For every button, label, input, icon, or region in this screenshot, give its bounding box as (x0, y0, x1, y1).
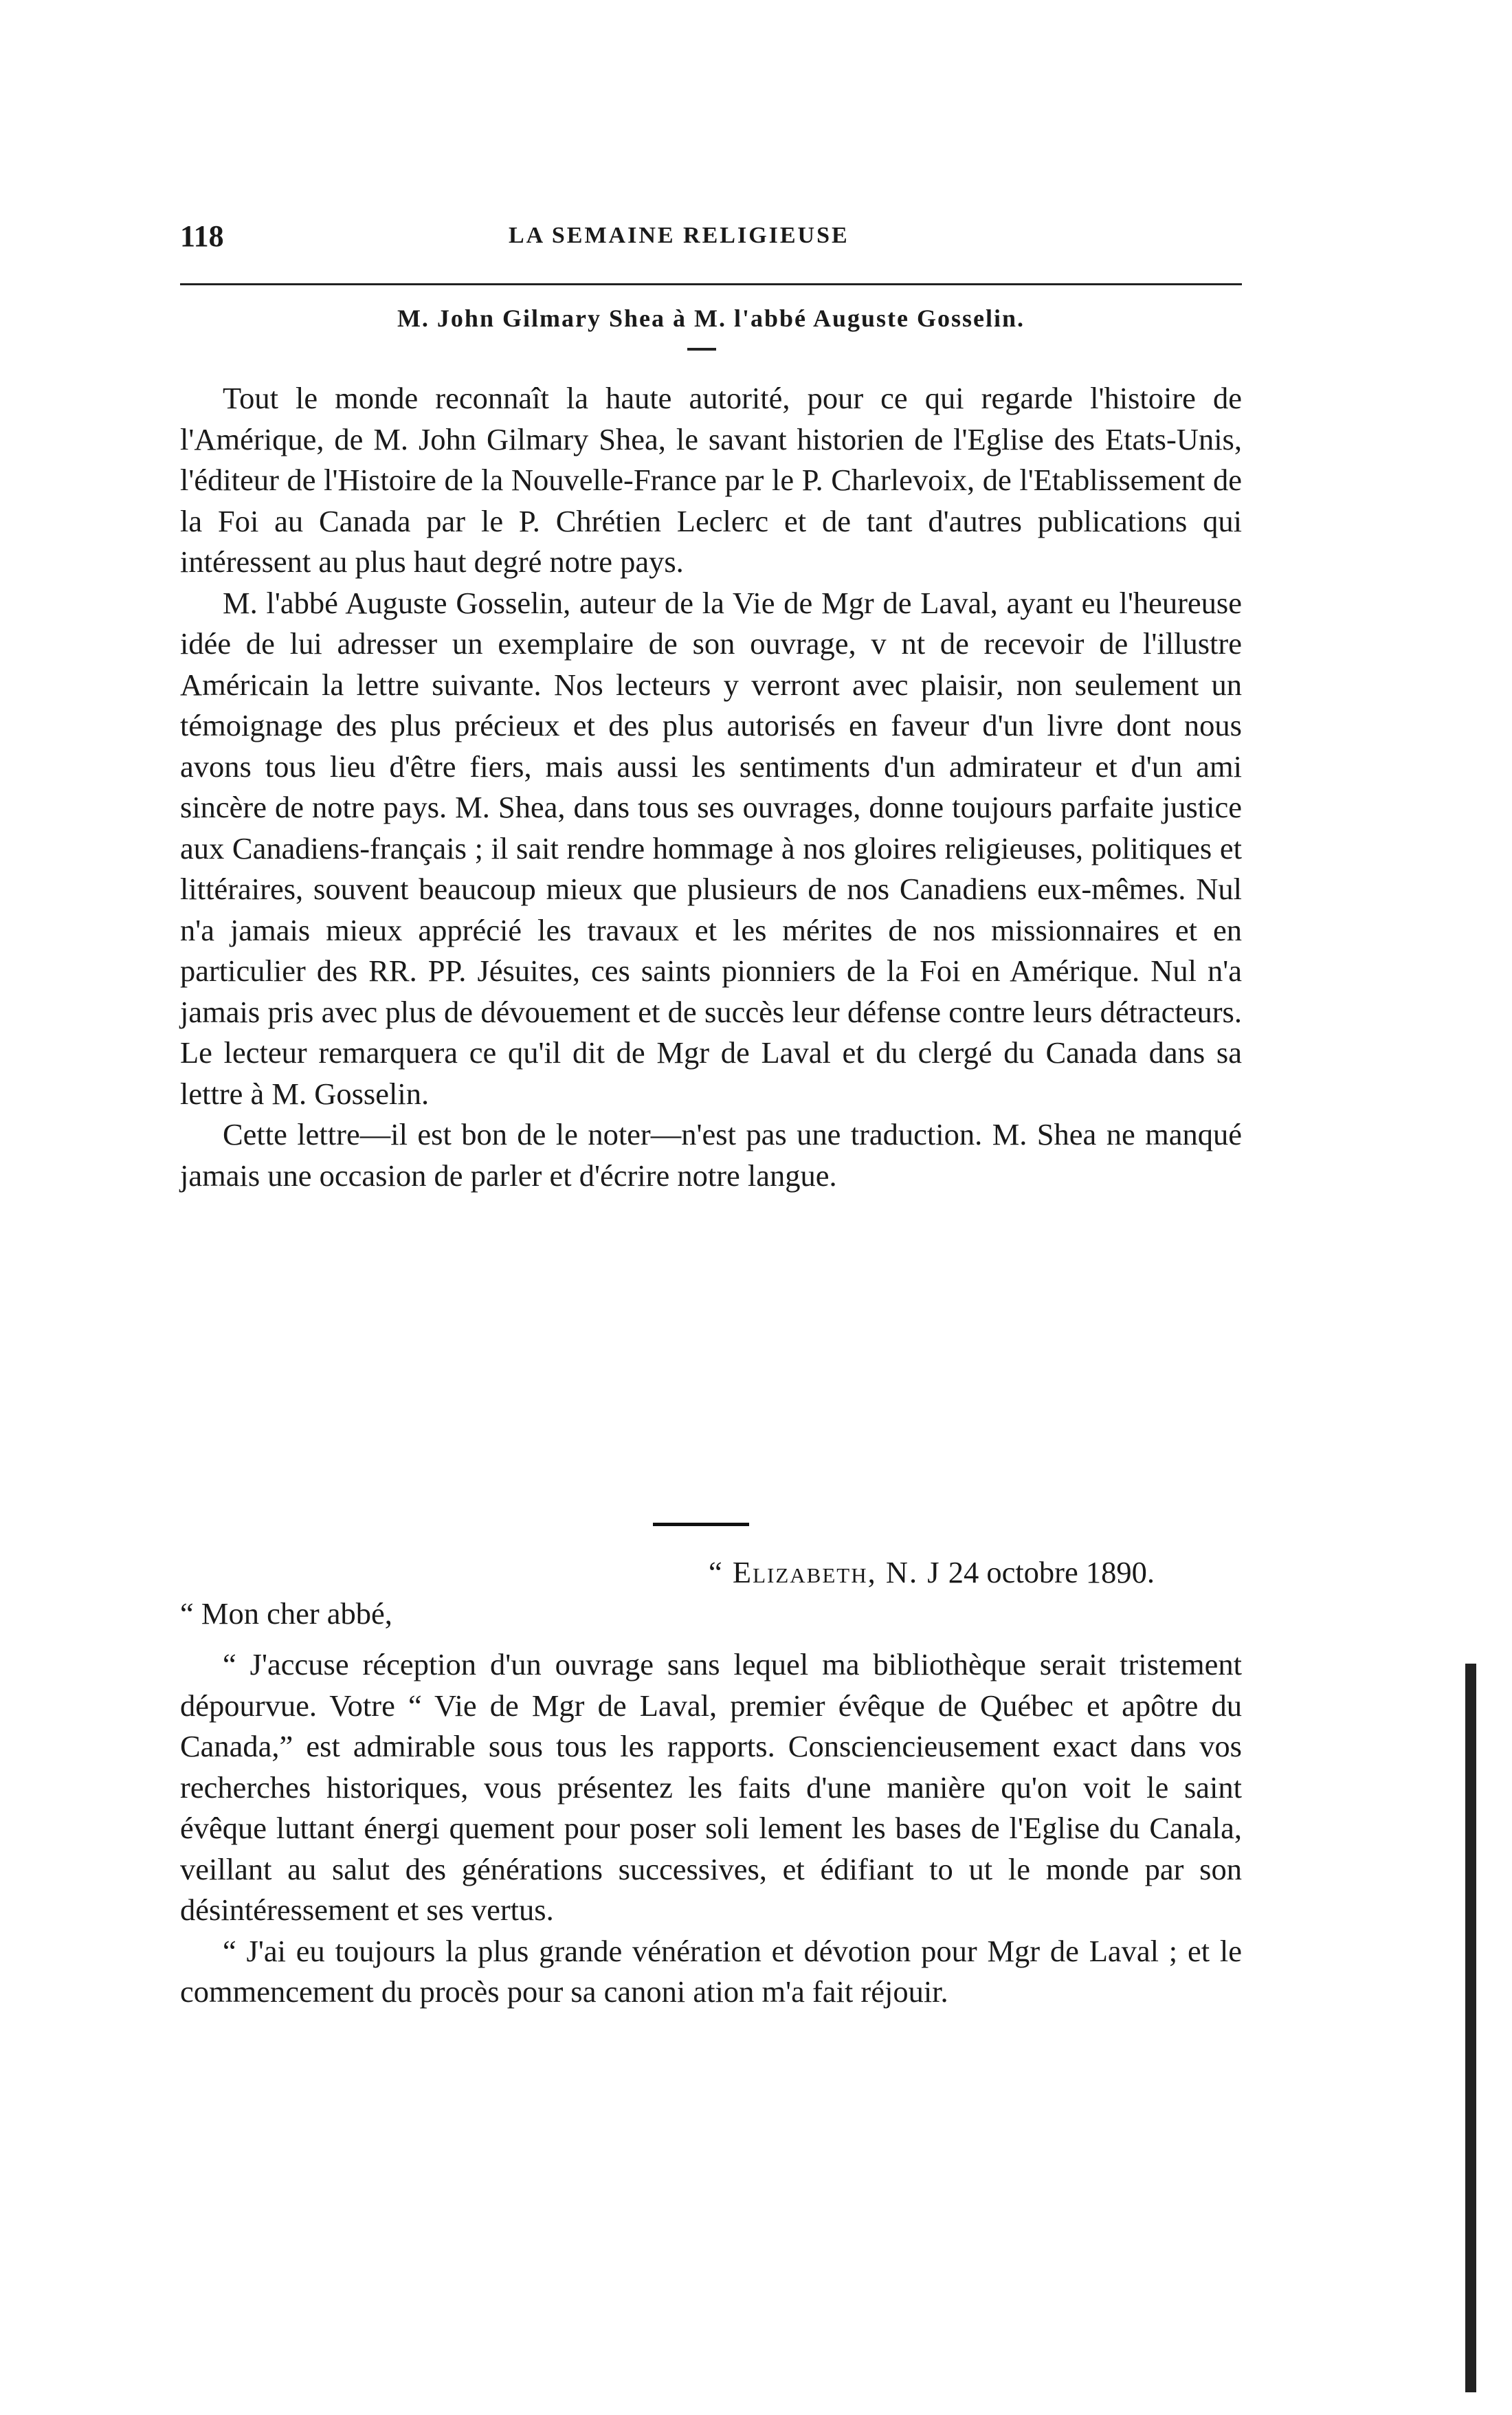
article-paragraph: M. l'abbé Auguste Gosselin, auteur de la Vie de Mgr de Laval, ayant eu l'heureuse idée de lui adresser un exemplaire de son ouvrage, v nt de recevoir de l'illustre Américain la lettre suivante. Nos lecteurs y verront avec plaisir, non seulement un témoignage des plus précieux et des plus autorisés en faveur d'un livre dont nous avons tous lieu d'être fiers, mais aussi les sentiments d'un admirateur et d'un ami sincère de notre pays. M. Shea, dans tous ses ouvrages, donne toujours parfaite justice aux Canadiens-français ; il sait rendre hommage à nos gloires religieuses, politiques et littéraires, souvent beaucoup mieux que plusieurs de nos Canadiens eux-mêmes. Nul n'a jamais mieux apprécié les travaux et les mérites de nos missionnaires et en particulier des RR. PP. Jésuites, ces saints pionniers de la Foi en Amérique. Nul n'a jamais pris avec plus de dévouement et de succès leur défense contre leurs détracteurs. Le lecteur remarquera ce qu'il dit de Mgr de Laval et du clergé du Canada dans sa lettre à M. Gosselin. (180, 585, 1242, 1111)
article-body (180, 378, 1242, 1196)
header-rule (180, 283, 1242, 285)
letter-dateline (709, 1552, 1155, 1594)
title-dash (687, 348, 716, 351)
section-separator (653, 1523, 749, 1526)
article-title: M. John Gilmary Shea à M. l'abbé Auguste Gosselin. (397, 305, 1025, 332)
article-paragraph: Tout le monde reconnaît la haute autorité, pour ce qui regarde l'histoire de l'Amérique, de M. John Gilmary Shea, le savant historien de l'Eglise des Etats-Unis, l'éditeur de l'Histoire de la Nouvelle-France par le P. Charlevoix, de l'Etablissement de la Foi au Canada par le P. Chrétien Leclerc et de tant d'autres publications qui intéressent au plus haut degré notre pays. (180, 381, 1242, 579)
page-header (180, 219, 1242, 260)
letter-body (180, 1644, 1242, 2013)
letter-paragraph: “ J'accuse réception d'un ouvrage sans lequel ma bibliothèque serait tristement dépourvue. Votre “ Vie de Mgr de Laval, premier évêque de Québec et apôtre du Canada,” est admirable sous tous les rapports. Consciencieusement exact dans vos recherches historiques, vous présentez les faits d'une manière qu'on voit le saint évêque luttant énergi quement pour poser soli lement les bases de l'Eglise du Canala, veillant au salut des générations successives, et édifiant to ut le monde par son désintéressement et ses vertus. (180, 1647, 1242, 1927)
letter-salutation: “ Mon cher abbé, (180, 1596, 392, 1631)
running-title: LA SEMAINE RELIGIEUSE (509, 223, 849, 248)
dateline-place: “ Elizabeth, N. J (709, 1555, 941, 1589)
dateline-date: 24 octobre 1890. (948, 1555, 1155, 1589)
page-number: 118 (180, 219, 224, 253)
letter-paragraph: “ J'ai eu toujours la plus grande vénération et dévotion pour Mgr de Laval ; et le commencement du procès pour sa canoni ation m'a fait réjouir. (180, 1933, 1242, 2009)
article-paragraph: Cette lettre—il est bon de le noter—n'est pas une traduction. M. Shea ne manqué jamais une occasion de parler et d'écrire notre langue. (180, 1117, 1242, 1193)
scan-edge-shadow (1465, 1664, 1476, 2392)
